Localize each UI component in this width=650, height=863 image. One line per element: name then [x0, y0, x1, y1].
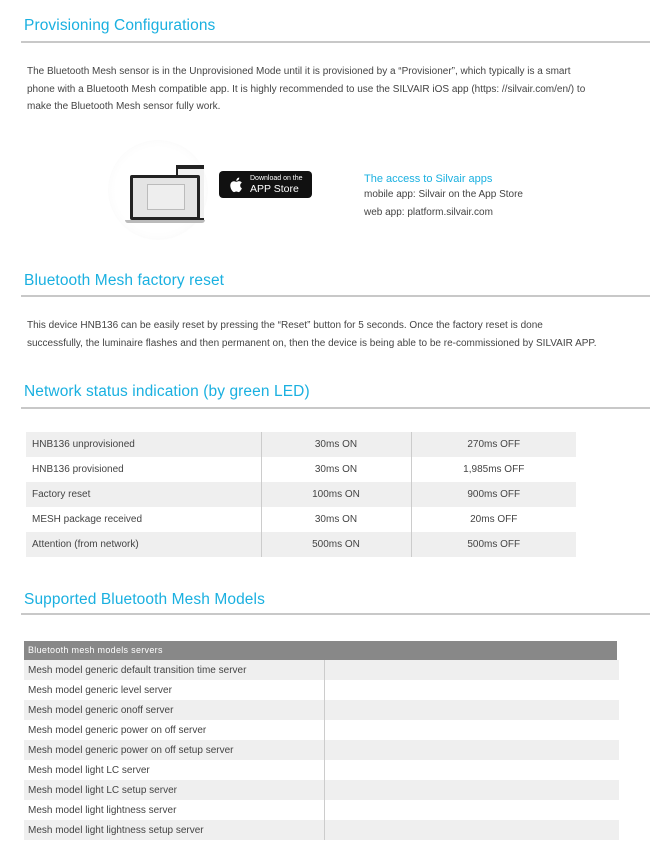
empty-cell	[324, 660, 619, 680]
table-row	[26, 432, 576, 457]
paragraph-line: This device HNB136 can be easily reset by pressing the “Reset” button for 5 seconds. Once the factory reset is done	[27, 320, 543, 331]
table-row	[26, 457, 576, 482]
paragraph-line: successfully, the luminaire flashes and then permanent on, then the device is being able to be re-commissioned by SILVAIR APP.	[27, 337, 597, 349]
app-store-small-label: Download on the	[250, 174, 303, 182]
on-cell: 500ms ON	[261, 532, 411, 557]
table-row	[24, 680, 619, 700]
table-row	[26, 532, 576, 557]
paragraph-line: The Bluetooth Mesh sensor is in the Unprovisioned Mode until it is provisioned by a “Provisioner”, which typically is a smart	[27, 66, 571, 77]
app-store-button[interactable]	[219, 171, 312, 198]
access-mobile: mobile app: Silvair on the App Store	[364, 189, 523, 200]
empty-cell	[324, 760, 619, 780]
empty-cell	[324, 740, 619, 760]
on-cell: 30ms ON	[261, 457, 411, 482]
empty-cell	[324, 800, 619, 820]
section-title-network-status: Network status indication (by green LED)	[24, 383, 310, 400]
access-web: web app: platform.silvair.com	[364, 207, 493, 218]
model-name: Mesh model generic onoff server	[28, 704, 174, 716]
model-name: Mesh model light lightness server	[28, 804, 177, 816]
section-divider	[21, 407, 650, 409]
section-title-provisioning: Provisioning Configurations	[24, 17, 216, 34]
model-name: Mesh model light LC server	[28, 764, 150, 776]
on-cell: 30ms ON	[261, 507, 411, 532]
off-cell: 270ms OFF	[411, 432, 576, 457]
state-cell: HNB136 unprovisioned	[32, 439, 135, 450]
table-row	[24, 760, 619, 780]
off-cell: 20ms OFF	[411, 507, 576, 532]
state-cell: Factory reset	[32, 489, 91, 500]
on-cell: 30ms ON	[261, 432, 411, 457]
table-row	[24, 660, 619, 680]
app-store-big-label: APP Store	[250, 182, 299, 195]
model-name: Mesh model light lightness setup server	[28, 824, 204, 836]
off-cell: 1,985ms OFF	[411, 457, 576, 482]
model-name: Mesh model generic power on off server	[28, 724, 207, 736]
models-table-header: Bluetooth mesh models servers	[24, 641, 617, 660]
table-row	[24, 780, 619, 800]
empty-cell	[324, 780, 619, 800]
section-divider	[21, 613, 650, 615]
paragraph-line: make the Bluetooth Mesh sensor fully work.	[27, 101, 221, 112]
empty-cell	[324, 820, 619, 840]
state-cell: MESH package received	[32, 514, 143, 525]
apple-icon	[225, 177, 247, 193]
empty-cell	[324, 700, 619, 720]
table-row	[26, 507, 576, 532]
table-row	[24, 720, 619, 740]
factory-reset-paragraph	[27, 317, 627, 352]
provisioning-paragraph	[27, 63, 627, 116]
model-name: Mesh model generic default transition time server	[28, 664, 247, 676]
laptop-base	[125, 220, 205, 223]
model-name: Mesh model generic level server	[28, 684, 172, 696]
empty-cell	[324, 720, 619, 740]
section-divider	[21, 295, 650, 297]
off-cell: 500ms OFF	[411, 532, 576, 557]
section-divider	[21, 41, 650, 43]
model-name: Mesh model light LC setup server	[28, 784, 177, 796]
table-row	[24, 820, 619, 840]
empty-cell	[324, 680, 619, 700]
laptop-icon	[130, 175, 200, 220]
table-row	[24, 800, 619, 820]
section-title-factory-reset: Bluetooth Mesh factory reset	[24, 272, 225, 289]
state-cell: HNB136 provisioned	[32, 464, 124, 475]
models-table	[24, 660, 619, 840]
model-name: Mesh model generic power on off setup server	[28, 744, 234, 756]
off-cell: 900ms OFF	[411, 482, 576, 507]
table-row	[26, 482, 576, 507]
paragraph-line: phone with a Bluetooth Mesh compatible app. It is highly recommended to use the SILVAIR iOS app (https: //silvair.com/en/) to	[27, 83, 586, 95]
section-title-models: Supported Bluetooth Mesh Models	[24, 591, 265, 608]
on-cell: 100ms ON	[261, 482, 411, 507]
state-cell: Attention (from network)	[32, 539, 139, 550]
table-row	[24, 740, 619, 760]
led-status-table	[26, 432, 576, 557]
table-row	[24, 700, 619, 720]
access-title: The access to Silvair apps	[364, 173, 493, 185]
